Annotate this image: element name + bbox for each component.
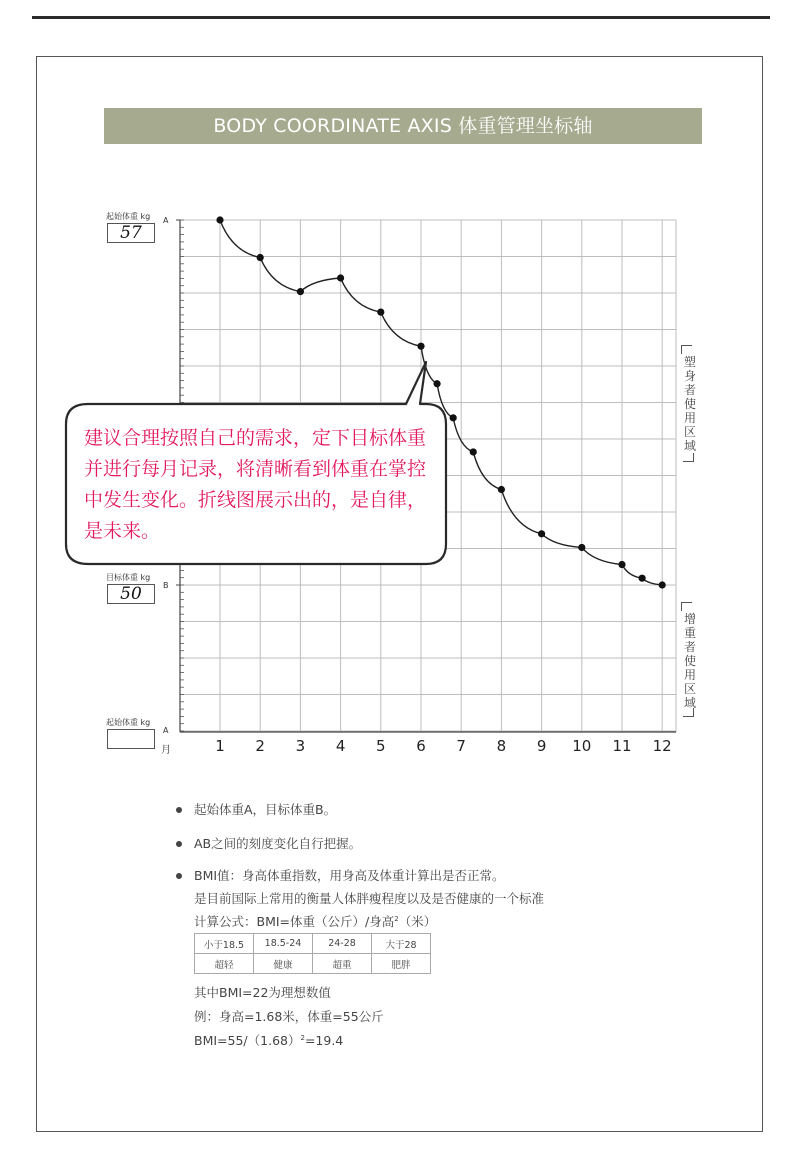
axis-letter-a-top: A xyxy=(163,216,169,225)
formula-superscript: 2 xyxy=(394,914,399,923)
x-tick-label: 6 xyxy=(416,737,426,755)
note-scale: AB之间的刻度变化自行把握。 xyxy=(194,836,362,851)
bmi-label-cell: 健康 xyxy=(254,954,313,974)
calc-superscript: 2 xyxy=(300,1033,305,1042)
note-example: 例：身高=1.68米，体重=55公斤 xyxy=(194,1009,384,1024)
lower-side-label: 增重者使用区域 xyxy=(683,612,696,710)
x-tick-label: 9 xyxy=(536,737,547,755)
x-tick-label: 11 xyxy=(612,737,632,755)
third-weight-label: 起始体重 kg xyxy=(106,718,151,727)
x-axis-unit: 月 xyxy=(161,745,171,756)
x-tick-label: 2 xyxy=(255,737,265,755)
bmi-label-cell: 肥胖 xyxy=(372,954,431,974)
axis-letter-a-bottom: A xyxy=(163,726,169,735)
bmi-table xyxy=(194,933,431,974)
upper-side-label: 塑身者使用区域 xyxy=(683,355,696,453)
bmi-range-cell: 24-28 xyxy=(313,934,372,954)
x-tick-label: 12 xyxy=(652,737,672,755)
bmi-label-row xyxy=(195,954,431,974)
start-weight-box[interactable]: 57 xyxy=(107,223,155,243)
bmi-label-cell: 超轻 xyxy=(195,954,254,974)
bmi-range-cell: 大于28 xyxy=(372,934,431,954)
start-weight-label: 起始体重 kg xyxy=(106,212,151,221)
bullet-1 xyxy=(176,807,182,813)
formula-unit: （米） xyxy=(398,914,437,929)
bullet-2 xyxy=(176,841,182,847)
x-tick-label: 1 xyxy=(215,737,225,755)
bmi-range-row xyxy=(195,934,431,954)
x-tick-label: 4 xyxy=(335,737,346,755)
x-tick-label: 3 xyxy=(295,737,306,755)
note-ideal: 其中BMI=22为理想数值 xyxy=(194,985,331,1000)
calc-result: =19.4 xyxy=(304,1033,344,1048)
calc-text: BMI=55/（1.68） xyxy=(194,1033,301,1048)
note-calc xyxy=(194,1031,343,1049)
note-formula xyxy=(194,912,436,930)
x-tick-label: 7 xyxy=(456,737,466,755)
x-tick-label: 5 xyxy=(376,737,386,755)
formula-text: 计算公式：BMI=体重（公斤）/身高 xyxy=(194,914,395,929)
bmi-range-cell: 小于18.5 xyxy=(195,934,254,954)
bmi-range-cell: 18.5-24 xyxy=(254,934,313,954)
callout-text: 建议合理按照自己的需求，定下目标体重并进行每月记录，将清晰看到体重在掌控中发生变化。折线图展示出的，是自律，是未来。 xyxy=(84,427,427,542)
note-bmi-standard: 是目前国际上常用的衡量人体胖瘦程度以及是否健康的一个标准 xyxy=(194,891,545,906)
target-weight-box[interactable]: 50 xyxy=(107,584,155,604)
x-tick-label: 8 xyxy=(496,737,507,755)
banner-title: BODY COORDINATE AXIS 体重管理坐标轴 xyxy=(104,108,702,144)
target-weight-label: 目标体重 kg xyxy=(106,573,151,582)
note-start-target: 起始体重A，目标体重B。 xyxy=(194,802,337,817)
bullet-3 xyxy=(176,873,182,879)
note-bmi-definition: BMI值：身高体重指数，用身高及体重计算出是否正常。 xyxy=(194,868,505,883)
x-tick-label: 10 xyxy=(572,737,592,755)
axis-letter-b: B xyxy=(163,581,169,590)
bmi-label-cell: 超重 xyxy=(313,954,372,974)
